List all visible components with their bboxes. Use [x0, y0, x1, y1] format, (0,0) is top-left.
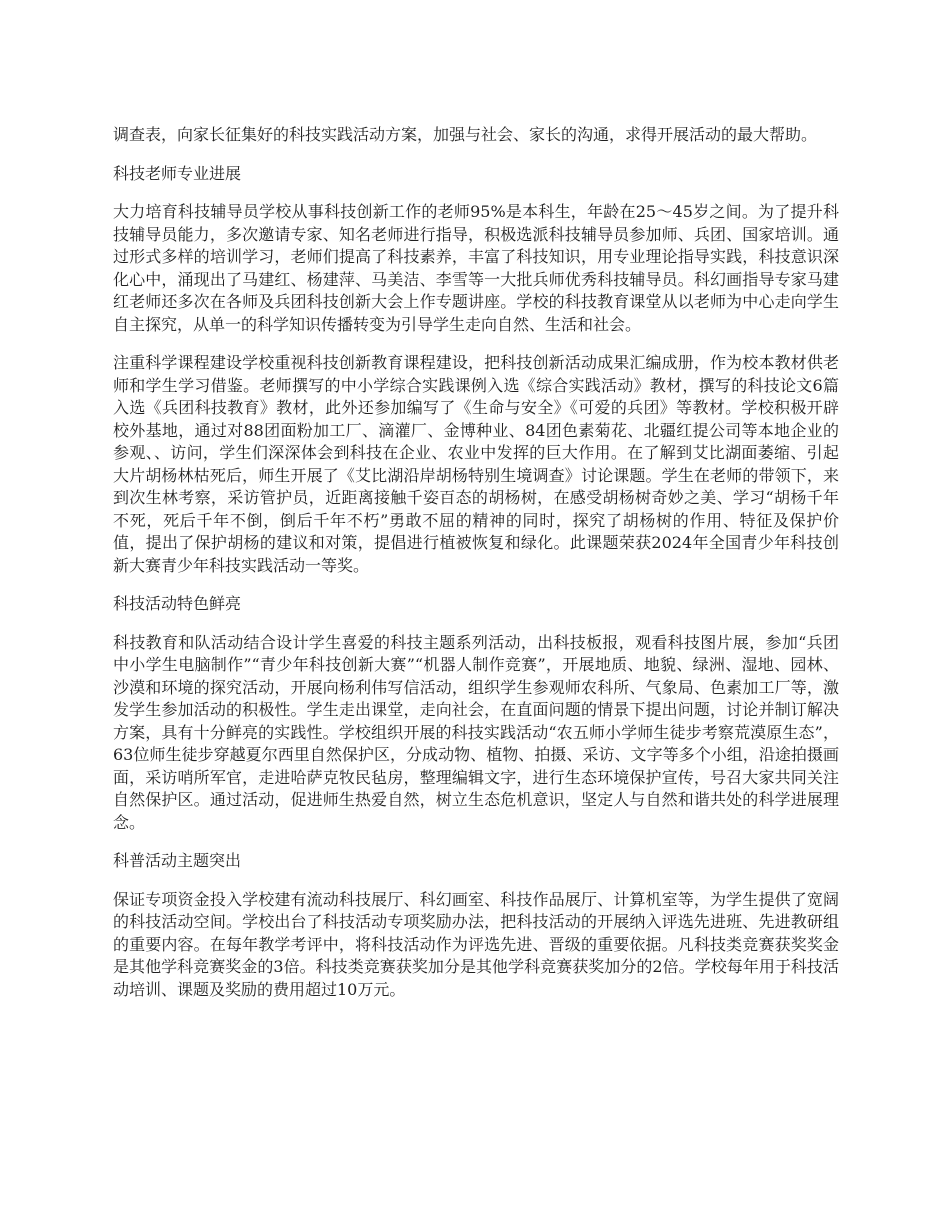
section-heading-science-popularization: 科普活动主题突出: [113, 851, 242, 870]
paragraph-intro-continued: 调查表，向家长征集好的科技实践活动方案，加强与社会、家长的沟通，求得开展活动的最大帮助。: [113, 125, 818, 144]
section-heading-activity-features: 科技活动特色鲜亮: [113, 594, 242, 613]
section-heading-teacher-development: 科技老师专业进展: [113, 163, 242, 183]
paragraph-activity-features: 科技教育和队活动结合设计学生喜爱的科技主题系列活动，出科技板报，观看科技图片展，参加“兵团中小学生电脑制作”“青少年科技创新大赛”“机器人制作竞赛”，开展地质、地貌、绿洲、湿地、园林、沙漠和环境的探究活动，开展向杨利伟写信活动，组织学生参观师农科所、气象局、色素加工厂等，激发学生参加活动的积极性。学生走出课堂，走向社会，在直面问题的情景下提出问题，讨论并制订解决方案，具有十分鲜亮的实践性。学校组织开展的科技实践活动“农五师小学师生徒步考察荒漠原生态”，63位师生徒步穿越夏尔西里自然保护区，分成动物、植物、拍摄、采访、文字等多个小组，沿途拍摄画面，采访哨所军官，走进哈萨克牧民毡房，整理编辑文字，进行生态环境保护宣传，号召大家共同关注自然保护区。通过活动，促进师生热爱自然，树立生态危机意识，坚定人与自然和谐共处的科学进展理念。: [113, 632, 839, 832]
paragraph-teacher-development: 大力培育科技辅导员学校从事科技创新工作的老师95%是本科生，年龄在25～45岁之间。为了提升科技辅导员能力，多次邀请专家、知名老师进行指导，积极选派科技辅导员参加师、兵团、国家培训。通过形式多样的培训学习，老师们提高了科技素养，丰富了科技知识，用专业理论指导实践，科技意识深化心中，涌现出了马建红、杨建萍、马美洁、李雪等一大批兵师优秀科技辅导员。科幻画指导专家马建红老师还多次在各师及兵团科技创新大会上作专题讲座。学校的科技教育课堂从以老师为中心走向学生自主探究，从单一的科学知识传播转变为引导学生走向自然、生活和社会。: [113, 202, 839, 334]
document-body: [113, 124, 839, 1017]
paragraph-curriculum: 注重科学课程建设学校重视科技创新教育课程建设，把科技创新活动成果汇编成册，作为校本教材供老师和学生学习借鉴。老师撰写的中小学综合实践课例入选《综合实践活动》教材，撰写的科技论文6篇入选《兵团科技教育》教材，此外还参加编写了《生命与安全》《可爱的兵团》等教材。学校积极开辟校外基地，通过对88团面粉加工厂、滴灌厂、金博种业、84团色素菊花、北疆红提公司等本地企业的参观、、访问，学生们深深体会到科技在企业、农业中发挥的巨大作用。在了解到艾比湖面萎缩、引起大片胡杨林枯死后，师生开展了《艾比湖沿岸胡杨特别生境调查》讨论课题。学生在老师的带领下，来到次生林考察，采访管护员，近距离接触千姿百态的胡杨树，在感受胡杨树奇妙之美、学习“胡杨千年不死，死后千年不倒，倒后千年不朽”勇敢不屈的精神的同时，探究了胡杨树的作用、特征及保护价值，提出了保护胡杨的建议和对策，提倡进行植被恢复和绿化。此课题荣获2024年全国青少年科技创新大赛青少年科技实践活动一等奖。: [113, 353, 839, 575]
paragraph-science-popularization: 保证专项资金投入学校建有流动科技展厅、科幻画室、科技作品展厅、计算机室等，为学生提供了宽阔的科技活动空间。学校出台了科技活动专项奖励办法，把科技活动的开展纳入评选先进班、先进教研组的重要内容。在每年教学考评中，将科技活动作为评选先进、晋级的重要依据。凡科技类竞赛获奖奖金是其他学科竞赛奖金的3倍。科技类竞赛获奖加分是其他学科竞赛获奖加分的2倍。学校每年用于科技活动培训、课题及奖励的费用超过10万元。: [113, 889, 839, 999]
